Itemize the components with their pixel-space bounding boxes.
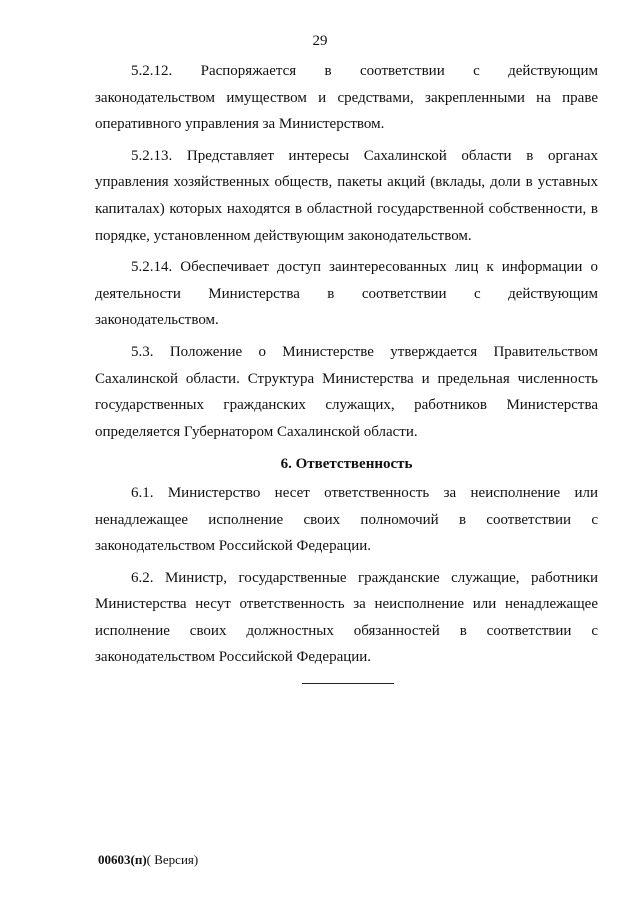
footer-document-code: 00603(п) (98, 852, 147, 867)
paragraph-5-2-13: 5.2.13. Представляет интересы Сахалинской области в органах управления хозяйственных обществ, пакеты акций (вклады, доли в уставных капиталах) которых находятся в областной государственной собственности, в порядке, установленном действующим законодательством. (95, 147, 598, 244)
paragraph-5-2-14: 5.2.14. Обеспечивает доступ заинтересованных лиц к информации о деятельности Министерства в соответствии с действующим законодательством. (95, 259, 598, 329)
paragraph-5-2-12: 5.2.12. Распоряжается в соответствии с действующим законодательством имуществом и средствами, закрепленными на праве оперативного управления за Министерством. (95, 63, 598, 133)
paragraph-5-3: 5.3. Положение о Министерстве утверждается Правительством Сахалинской области. Структура Министерства и предельная численность государственных гражданских служащих, работников Министерства определяется Губернатором Сахалинской области. (95, 343, 598, 440)
paragraph-6-1: 6.1. Министерство несет ответственность за неисполнение или ненадлежащее исполнение своих полномочий в соответствии с законодательством Российской Федерации. (95, 484, 598, 555)
document-body (95, 58, 598, 676)
section-heading: 6. Ответственность (280, 456, 413, 473)
footer-version: ( Версия) (146, 852, 199, 867)
end-separator-line (302, 683, 394, 684)
footer (98, 852, 198, 868)
paragraph-6-2: 6.2. Министр, государственные гражданские служащие, работники Министерства несут ответственность за неисполнение или ненадлежащее исполнение своих должностных обязанностей в соответствии с законодательством Российской Федерации. (95, 569, 598, 666)
page-number: 29 (312, 33, 328, 49)
